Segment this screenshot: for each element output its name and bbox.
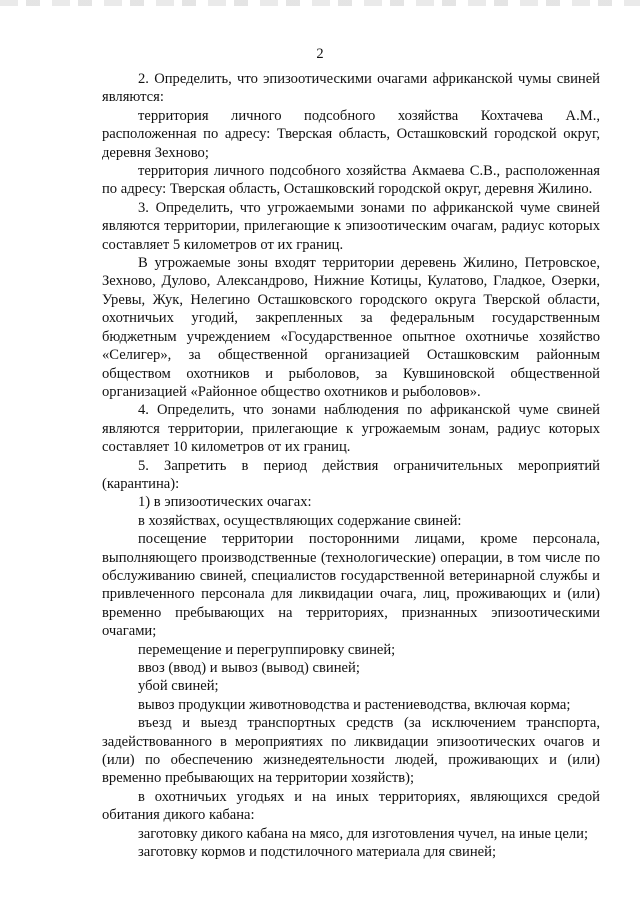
paragraph-farm-kokhtachev: территория личного подсобного хозяйства Кохтачева А.М., расположенная по адресу: Тверская область, Осташковский городской округ, деревня Зехново; bbox=[102, 107, 600, 161]
document-body bbox=[102, 70, 600, 861]
paragraph-vehicles-ban: въезд и выезд транспортных средств (за исключением транспорта, задействованного в мероприятиях по ликвидации эпизоотических очагов и (или) по обеспечению жизнедеятельности людей, проживающих и (или) временно пребывающих на территории хозяйств); bbox=[102, 715, 600, 787]
paragraph-boar-harvest-ban: заготовку дикого кабана на мясо, для изготовления чучел, на иные цели; bbox=[138, 825, 589, 842]
paragraph-visit-ban: посещение территории посторонними лицами, кроме персонала, выполняющего производственные (технологические) операции, в том числе по обслуживанию свиней, специалистов государственной ветеринарной службы и привлеченного персонала для ликвидации очага, лиц, проживающих и (или) временно пребывающих на территориях, признанных эпизоотическими очагами; bbox=[102, 531, 600, 640]
paragraph-item-4: 4. Определить, что зонами наблюдения по африканской чуме свиней являются территории, прилегающие к угрожаемым зонам, радиус которых составляет 10 километров от их границ. bbox=[102, 402, 600, 456]
paragraph-import-export-ban: ввоз (ввод) и вывоз (вывод) свиней; bbox=[138, 660, 360, 676]
paragraph-feed-harvest-ban: заготовку кормов и подстилочного материала для свиней; bbox=[138, 844, 497, 861]
paragraph-item-3: 3. Определить, что угрожаемыми зонами по африканской чуме свиней являются территории, прилегающие к эпизоотическим очагам, радиус которых составляет 5 километров от их границ. bbox=[102, 199, 600, 253]
paragraph-threatened-zones-list: В угрожаемые зоны входят территории деревень Жилино, Петровское, Зехново, Дулово, Александрово, Нижние Котицы, Кулатово, Гладкое, Озерки, Уревы, Жук, Нелегино Осташковского городского округа Тверской области, охотничьих угодий, закрепленных за федеральным государственным бюджетным учреждением «Государственное опытное охотничье хозяйство «Селигер», за общественной организацией Осташковским районным обществом охотников и рыболовов, за Кувшиновской общественной организацией «Районное общество охотников и рыболовов». bbox=[102, 255, 600, 400]
paragraph-hunting-grounds-heading: в охотничьих угодьях и на иных территориях, являющихся средой обитания дикого кабана: bbox=[102, 788, 600, 824]
paragraph-products-ban: вывоз продукции животноводства и растениеводства, включая корма; bbox=[138, 696, 571, 713]
paragraph-item-5: 5. Запретить в период действия ограничительных мероприятий (карантина): bbox=[102, 457, 600, 492]
paragraph-regrouping-ban: перемещение и перегруппировку свиней; bbox=[138, 641, 396, 658]
scan-edge-artifact bbox=[0, 0, 640, 6]
paragraph-item-2: 2. Определить, что эпизоотическими очагами африканской чумы свиней являются: bbox=[102, 71, 600, 106]
paragraph-subitem-1: 1) в эпизоотических очагах: bbox=[138, 494, 312, 511]
paragraph-farms-heading: в хозяйствах, осуществляющих содержание свиней: bbox=[138, 512, 462, 529]
page-number: 2 bbox=[316, 46, 324, 62]
paragraph-farm-akmaev: территория личного подсобного хозяйства Акмаева С.В., расположенная по адресу: Тверская область, Осташковский городской округ, деревня Жилино. bbox=[102, 163, 600, 198]
paragraph-slaughter-ban: убой свиней; bbox=[138, 678, 219, 695]
